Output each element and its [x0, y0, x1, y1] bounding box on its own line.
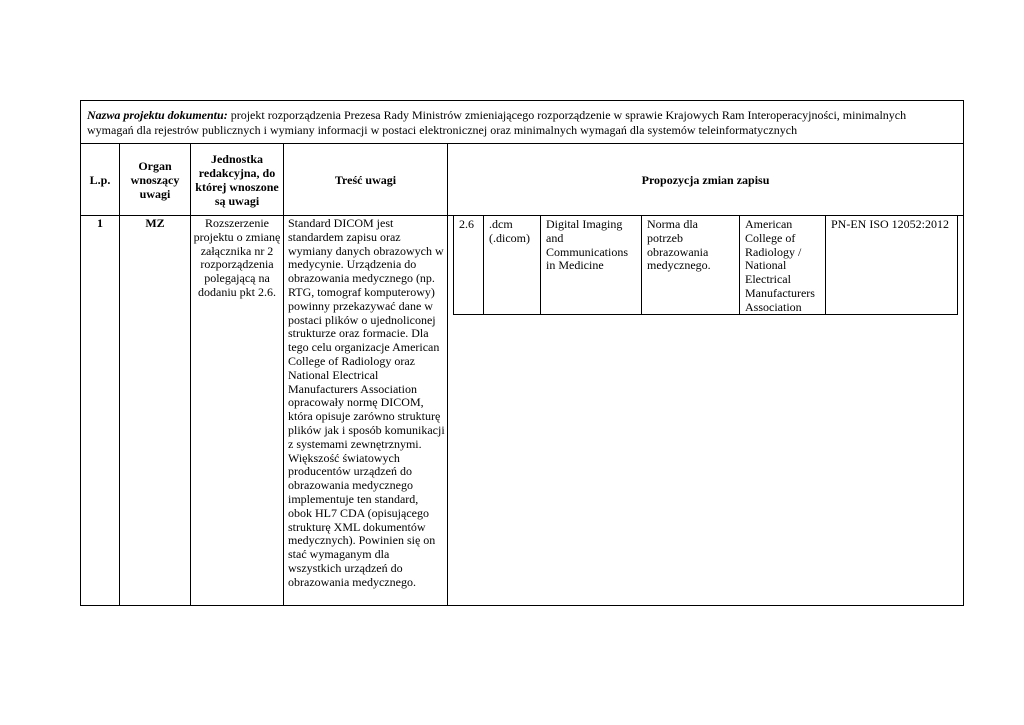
row-organ: MZ — [145, 216, 165, 230]
header-proposal: Propozycja zmian zapisu — [641, 173, 770, 187]
header-unit: Jednostka redakcyjna, do której wnoszone są uwagi — [195, 152, 279, 208]
proposal-description: Norma dla potrzeb obrazowania medycznego. — [641, 216, 739, 314]
header-organ: Organ wnoszący uwagi — [130, 159, 180, 201]
document-title — [81, 101, 963, 144]
row-content: Standard DICOM jest standardem zapisu oraz wymiany danych obrazowych w medycynie. Urządzenia do obrazowania medycznego (np. RTG, tomograf komputerowy) powinny przekazywać dane w postaci plików o ujednoliconej strukturze oraz formacie. Dla tego celu organizacje American College of Radiology oraz National Electrical Manufacturers Association opracowały normę DICOM, która opisuje zarówno strukturę plików jak i sposób komunikacji z systemami zewnętrznymi. Większość światowych producentów urządzeń do obrazowania medycznego implementuje ten standard, obok HL7 CDA (opisującego strukturę XML dokumentów medycznych). Powinien się on stać wymaganym dla wszystkich urządzeń do obrazowania medycznego. — [288, 216, 445, 589]
proposal-table — [453, 215, 958, 315]
proposal-extension: .dcm (.dicom) — [483, 216, 540, 314]
row-lp: 1 — [97, 216, 103, 230]
proposal-organization: American College of Radiology / National Electrical Manufacturers Association — [739, 216, 825, 314]
row-unit: Rozszerzenie projektu o zmianę załącznika nr 2 rozporządzenia polegającą na dodaniu pkt 2.6. — [193, 216, 281, 299]
proposal-name: Digital Imaging and Communications in Medicine — [540, 216, 641, 314]
remarks-table — [80, 100, 964, 606]
document-title-lead: Nazwa projektu dokumentu: — [87, 108, 228, 122]
document-title-text: projekt rozporządzenia Prezesa Rady Ministrów zmieniającego rozporządzenie w sprawie Krajowych Ram Interoperacyjności, minimalnych wymagań dla rejestrów publicznych i wymiany informacji w postaci elektronicznej oraz minimalnych wymagań dla systemów teleinformatycznych — [87, 108, 907, 137]
proposal-number: 2.6 — [459, 217, 474, 231]
proposal-standard: PN-EN ISO 12052:2012 — [825, 216, 956, 314]
header-content: Treść uwagi — [334, 173, 397, 187]
header-lp: L.p. — [89, 173, 111, 187]
